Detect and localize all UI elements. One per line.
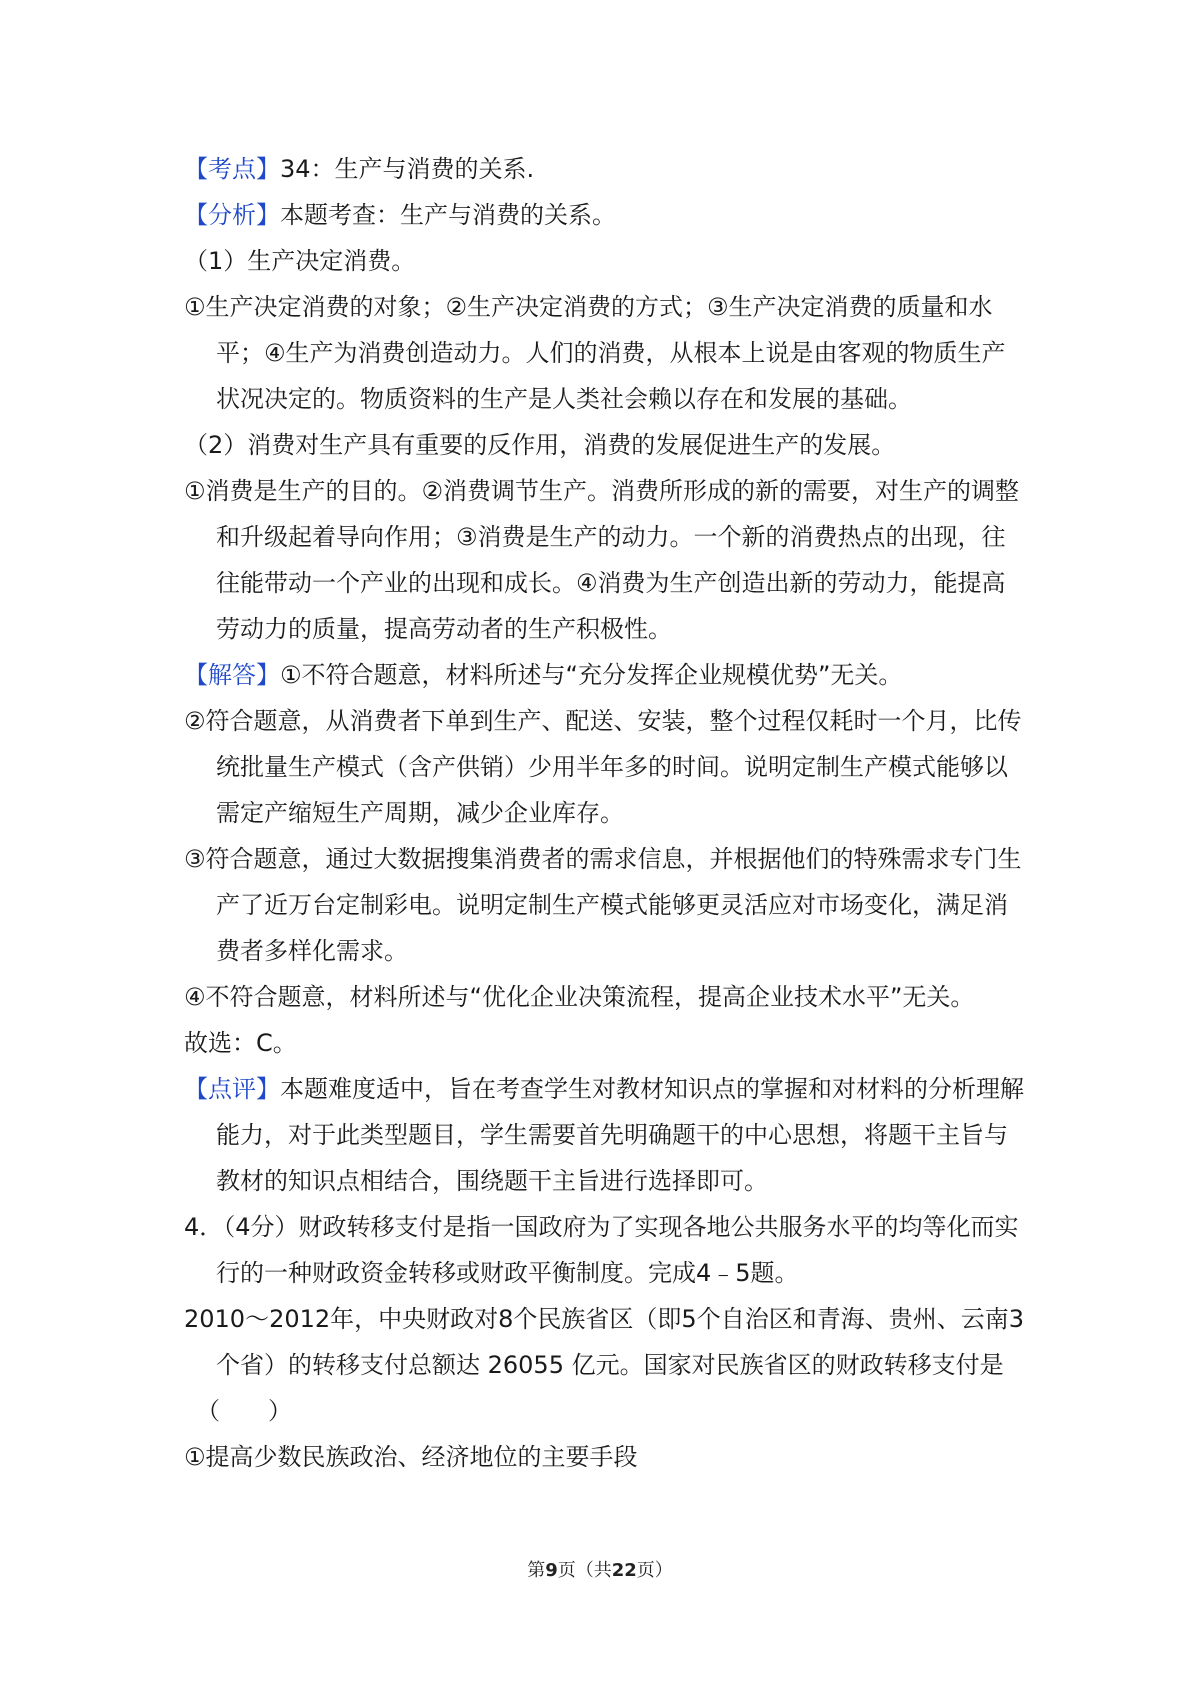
jieda-paragraph: ④不符合题意，材料所述与“优化企业决策流程，提高企业技术水平”无关。 bbox=[184, 983, 975, 1011]
answer-blank: （ ） bbox=[196, 1397, 292, 1425]
fenxi-paragraph: ①生产决定消费的对象；②生产决定消费的方式；③生产决定消费的质量和水平；④生产为消费创造动力。人们的消费，从根本上说是由客观的物质生产状况决定的。物质资料的生产是人类社会赖以存在和发展的基础。 bbox=[184, 293, 1006, 413]
jieda-line bbox=[184, 652, 1026, 698]
fenxi-tag: 【分析】 bbox=[184, 201, 280, 229]
footer-middle: 页（共 bbox=[557, 1560, 612, 1581]
dianping-tag: 【点评】 bbox=[184, 1075, 280, 1103]
jieda-paragraph: ②符合题意，从消费者下单到生产、配送、安装，整个过程仅耗时一个月，比传统批量生产模式（含产供销）少用半年多的时间。说明定制生产模式能够以需定产缩短生产周期，减少企业库存。 bbox=[184, 707, 1022, 827]
question-4-material bbox=[184, 1296, 1026, 1434]
dianping-line bbox=[184, 1066, 1026, 1204]
jieda-paragraph: ③符合题意，通过大数据搜集消费者的需求信息，并根据他们的特殊需求专门生产了近万台定制彩电。说明定制生产模式能够更灵活应对市场变化，满足消费者多样化需求。 bbox=[184, 845, 1022, 965]
question-4-stem: 4．（4分）财政转移支付是指一国政府为了实现各地公共服务水平的均等化而实行的一种财政资金转移或财政平衡制度。完成4﹣5题。 bbox=[184, 1213, 1019, 1287]
kaodian-line bbox=[184, 146, 1026, 192]
fenxi-paragraph: （2）消费对生产具有重要的反作用，消费的发展促进生产的发展。 bbox=[184, 431, 896, 459]
answer-analysis bbox=[184, 146, 1026, 1480]
dianping-text: 本题难度适中，旨在考查学生对教材知识点的掌握和对材料的分析理解能力，对于此类型题目，学生需要首先明确题干的中心思想，将题干主旨与教材的知识点相结合，围绕题干主旨进行选择即可。 bbox=[216, 1075, 1024, 1195]
kaodian-tag: 【考点】 bbox=[184, 155, 280, 183]
jieda-tag: 【解答】 bbox=[184, 661, 280, 689]
fenxi-text: 本题考查：生产与消费的关系。 bbox=[280, 201, 616, 229]
footer-suffix: 页） bbox=[636, 1560, 673, 1581]
fenxi-paragraph: （1）生产决定消费。 bbox=[184, 247, 416, 275]
question-4-material-text: 2010～2012年，中央财政对8个民族省区（即5个自治区和青海、贵州、云南3个省）的转移支付总额达 26055 亿元。国家对民族省区的财政转移支付是 bbox=[184, 1305, 1024, 1379]
footer-page-number: 9 bbox=[545, 1560, 558, 1581]
page-footer bbox=[0, 1556, 1200, 1582]
question-4-option-1: ①提高少数民族政治、经济地位的主要手段 bbox=[184, 1443, 638, 1471]
answer-choice: 故选：C。 bbox=[184, 1029, 297, 1057]
jieda-text: ①不符合题意，材料所述与“充分发挥企业规模优势”无关。 bbox=[280, 661, 903, 689]
fenxi-line bbox=[184, 192, 1026, 238]
footer-prefix: 第 bbox=[527, 1560, 546, 1581]
kaodian-text: 34：生产与消费的关系. bbox=[280, 155, 535, 183]
fenxi-paragraph: ①消费是生产的目的。②消费调节生产。消费所形成的新的需要，对生产的调整和升级起着导向作用；③消费是生产的动力。一个新的消费热点的出现，往往能带动一个产业的出现和成长。④消费为生产创造出新的劳动力，能提高劳动力的质量，提高劳动者的生产积极性。 bbox=[184, 477, 1020, 643]
footer-total-pages: 22 bbox=[611, 1560, 637, 1581]
